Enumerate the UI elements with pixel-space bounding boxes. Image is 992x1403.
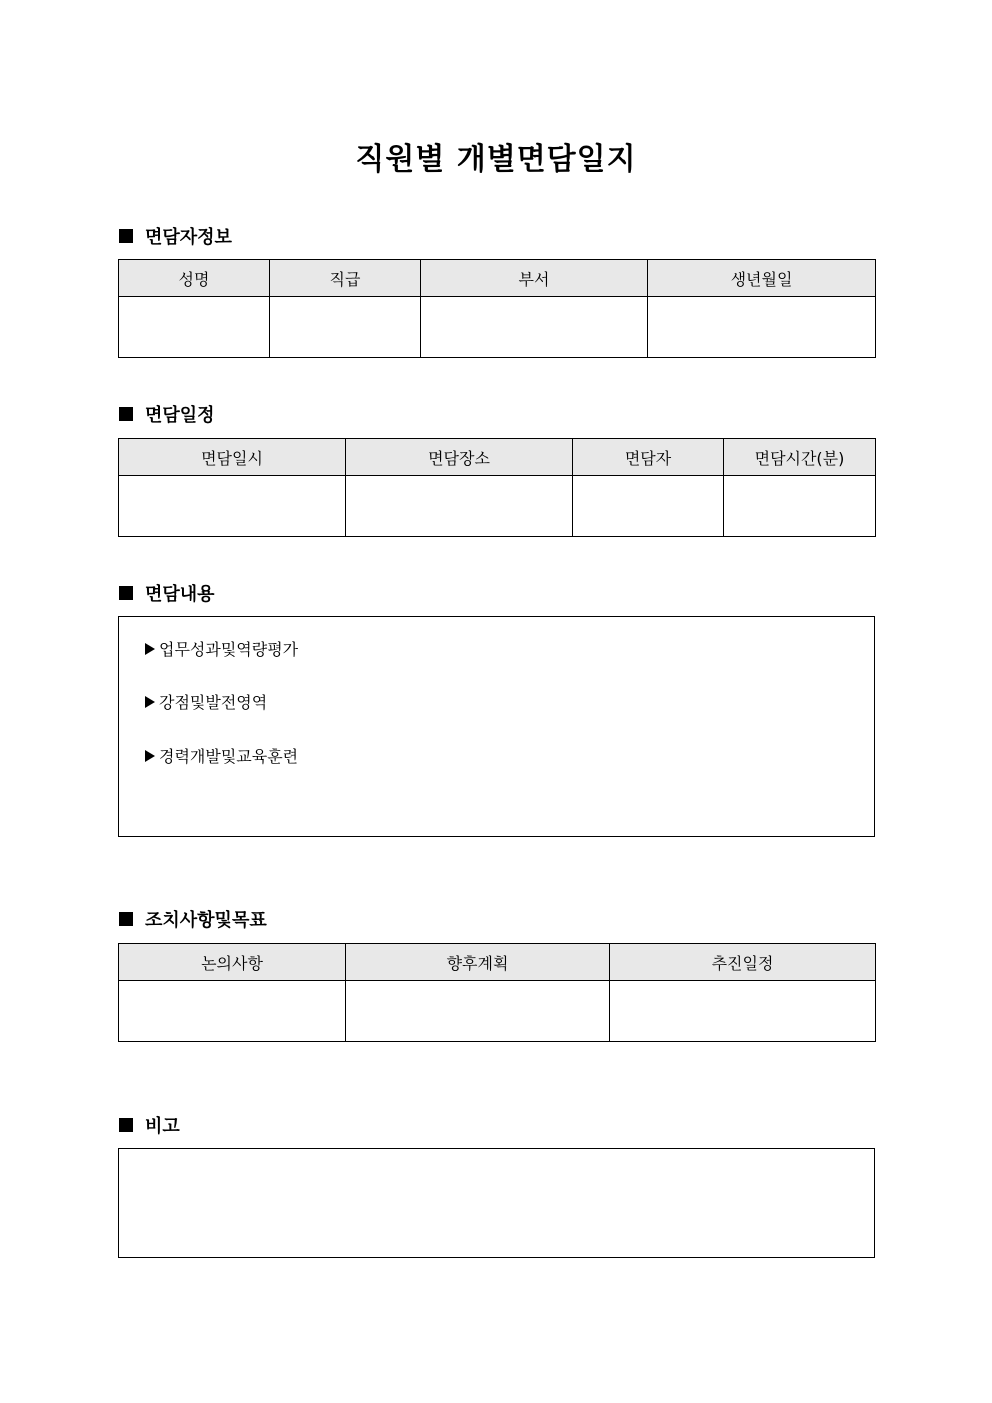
table-row — [119, 981, 876, 1042]
birthdate-cell[interactable] — [648, 297, 876, 358]
table-header-row — [119, 260, 876, 297]
header-department: 부서 — [421, 260, 648, 297]
triangle-bullet-icon — [145, 643, 155, 655]
table-row — [119, 476, 876, 537]
section-heading-interviewee — [119, 223, 232, 249]
content-item-label: 업무성과및역량평가 — [159, 640, 299, 659]
header-position: 직급 — [270, 260, 421, 297]
actions-table — [118, 943, 876, 1042]
section-heading-content — [119, 580, 215, 606]
content-item-career — [145, 744, 298, 767]
square-bullet-icon — [119, 407, 133, 421]
date-cell[interactable] — [119, 476, 346, 537]
header-discussion: 논의사항 — [119, 944, 346, 981]
section-heading-schedule — [119, 401, 215, 427]
section-heading-label: 조치사항및목표 — [145, 910, 267, 931]
header-location: 면담장소 — [346, 439, 573, 476]
header-plan: 향후계획 — [346, 944, 610, 981]
section-heading-actions — [119, 906, 267, 932]
table-header-row — [119, 944, 876, 981]
duration-cell[interactable] — [724, 476, 876, 537]
section-heading-remarks — [119, 1112, 180, 1138]
department-cell[interactable] — [421, 297, 648, 358]
location-cell[interactable] — [346, 476, 573, 537]
interviewer-cell[interactable] — [573, 476, 724, 537]
header-interviewer: 면담자 — [573, 439, 724, 476]
table-header-row — [119, 439, 876, 476]
square-bullet-icon — [119, 586, 133, 600]
interviewee-info-table — [118, 259, 876, 358]
timeline-cell[interactable] — [610, 981, 876, 1042]
square-bullet-icon — [119, 229, 133, 243]
section-heading-label: 면담일정 — [145, 405, 215, 426]
content-item-label: 경력개발및교육훈련 — [159, 747, 299, 766]
content-item-label: 강점및발전영역 — [159, 693, 268, 712]
header-name: 성명 — [119, 260, 270, 297]
square-bullet-icon — [119, 1118, 133, 1132]
discussion-cell[interactable] — [119, 981, 346, 1042]
plan-cell[interactable] — [346, 981, 610, 1042]
table-row — [119, 297, 876, 358]
section-heading-label: 비고 — [145, 1116, 180, 1137]
header-timeline: 추진일정 — [610, 944, 876, 981]
square-bullet-icon — [119, 912, 133, 926]
name-cell[interactable] — [119, 297, 270, 358]
header-duration: 면담시간(분) — [724, 439, 876, 476]
content-item-strengths — [145, 690, 267, 713]
triangle-bullet-icon — [145, 696, 155, 708]
position-cell[interactable] — [270, 297, 421, 358]
schedule-table — [118, 438, 876, 537]
section-heading-label: 면담내용 — [145, 584, 215, 605]
remarks-box[interactable] — [118, 1148, 875, 1258]
content-box[interactable] — [118, 616, 875, 837]
section-heading-label: 면담자정보 — [145, 227, 232, 248]
content-item-performance — [145, 637, 298, 660]
triangle-bullet-icon — [145, 750, 155, 762]
header-birthdate: 생년월일 — [648, 260, 876, 297]
header-date: 면담일시 — [119, 439, 346, 476]
page-title: 직원별 개별면담일지 — [355, 142, 637, 177]
